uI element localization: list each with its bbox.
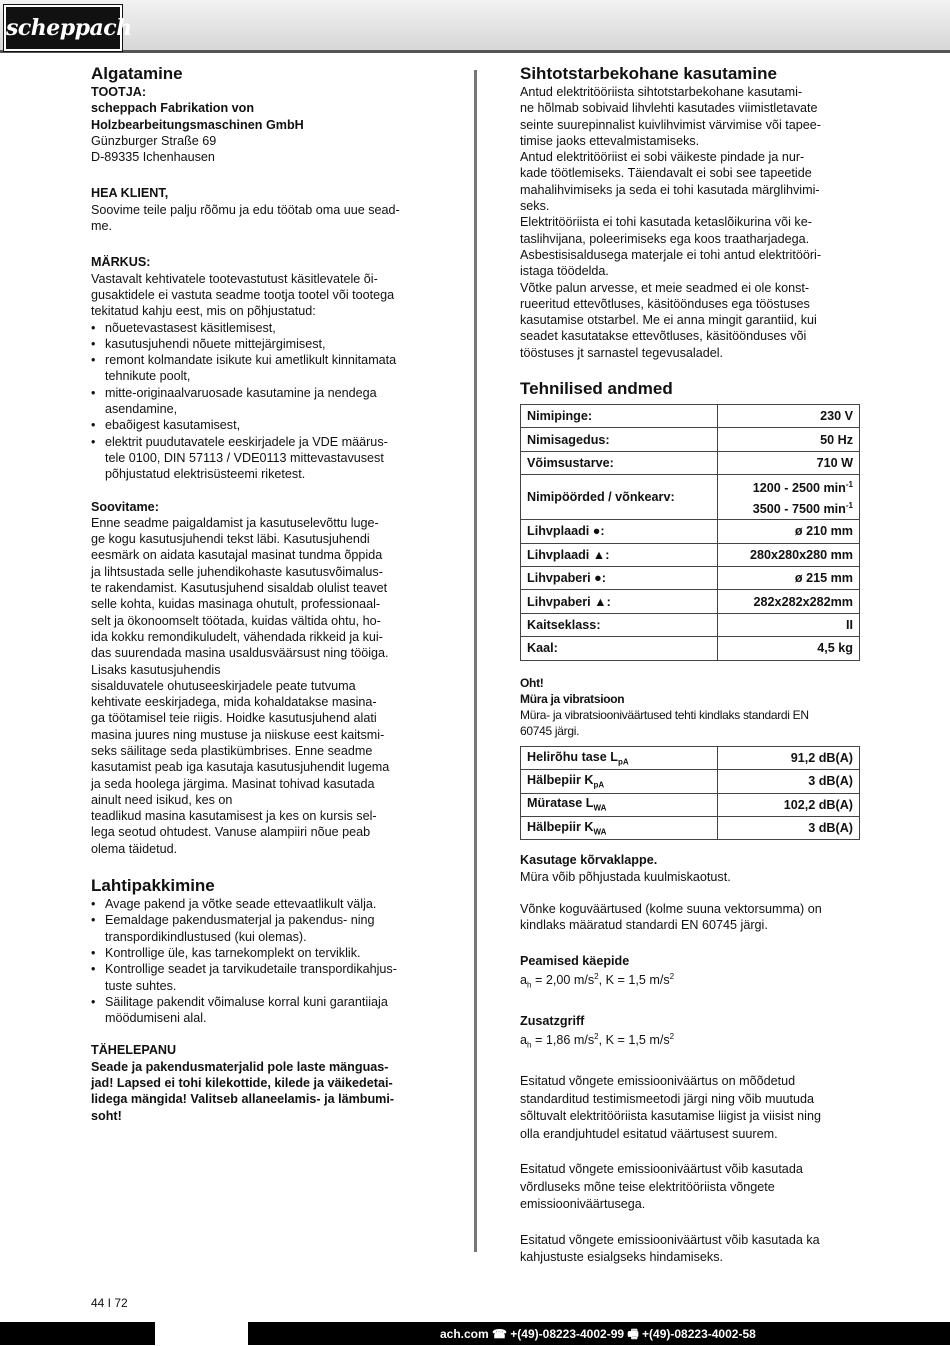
- emission-paragraph-1: [520, 1073, 860, 1143]
- contact-info: ach.com ☎ +(49)-08223-4002-99 🖷 +(49)-08223-4002-58: [440, 1327, 756, 1341]
- text-line: Lisaks kasutusjuhendis: [91, 662, 221, 677]
- speed-value-2: 3500 - 7500 min: [752, 502, 846, 517]
- spec-label: Nimipöörded / võnkearv:: [521, 475, 718, 520]
- noise-label-text: Müratase L: [527, 796, 594, 811]
- list-item: [91, 385, 436, 418]
- handle-value: [520, 969, 860, 994]
- spec-value: II: [717, 613, 859, 636]
- table-row: [521, 543, 860, 566]
- speed-value-1: 1200 - 2500 min: [752, 481, 846, 496]
- noise-title: Müra ja vibratsioon: [520, 691, 625, 706]
- noise-label-sub: pA: [593, 780, 605, 790]
- text-line: võrdluseks mõne teise elektritööriista võngete: [520, 1179, 775, 1194]
- text-line: kasutamise otstarbel. Me ei anna mingit garantiid, kui: [520, 313, 817, 328]
- spec-value: 50 Hz: [717, 428, 859, 451]
- text-line: Võtke palun arvesse, et meie seadmed ei ole konst-: [520, 280, 810, 295]
- table-row: [521, 746, 860, 769]
- list-item-line: transpordikindlustused (kui olemas).: [105, 929, 307, 944]
- text-line: emissiooniväärtusega.: [520, 1197, 646, 1212]
- text-line: seinte suurepinnalist kuivlihvimist värvimise või tapee-: [520, 117, 821, 132]
- column-divider: [474, 70, 477, 1252]
- additional-grip-value: [520, 1029, 860, 1054]
- table-row: [521, 428, 860, 451]
- noise-text: [520, 707, 860, 740]
- text-line: Seade ja pakendusmaterjalid pole laste mänguas-: [91, 1059, 389, 1074]
- ear-protection-label: Kasutage kõrvaklappe.: [520, 853, 658, 868]
- manufacturer-name-1: scheppach Fabrikation von: [91, 101, 255, 116]
- footer-gap: [155, 1322, 248, 1345]
- text-line: masina juures ning mustuse ja niiskuse eest kaitsmi-: [91, 727, 385, 742]
- emission-paragraph-3: [520, 1232, 860, 1267]
- table-row: [521, 613, 860, 636]
- handle-val-2: , K = 1,5 m/s: [598, 972, 670, 987]
- text-line: soht!: [91, 1108, 122, 1123]
- text-line: Enne seadme paigaldamist ja kasutuselevõttu luge-: [91, 515, 379, 530]
- text-line: rueeritud ettevõtluses, käsitöönduses ega tööstuses: [520, 296, 810, 311]
- spec-label: Lihvplaadi ●:: [521, 520, 718, 543]
- text-line: te rakendamist. Kasutusjuhend sisaldab olulist teavet: [91, 581, 388, 596]
- spec-label: Kaal:: [521, 637, 718, 660]
- text-line: standarditud testimismeetodi järgi ning võib muutuda: [520, 1091, 815, 1106]
- manufacturer-label: TOOTJA:: [91, 85, 147, 99]
- brand-logo: scheppach: [4, 5, 122, 51]
- text-line: tekitatud kahju eest, mis on põhjustatud:: [91, 304, 316, 319]
- grip-sup: 2: [594, 1032, 599, 1042]
- dear-customer-text: Soovime teile palju rõõmu ja edu töötab oma uue sead-: [91, 202, 400, 217]
- text-line: Võnke koguväärtused (kolme suuna vektorsumma) on: [520, 901, 822, 916]
- list-item: [91, 434, 436, 483]
- intended-use-text: [520, 84, 860, 361]
- text-line: sisalduvatele ohutuseeskirjadele peate tutvuma: [91, 678, 356, 693]
- text-line: das suurendada masina usaldusväärsust ning tööiga.: [91, 646, 389, 661]
- handle-sub: h: [527, 980, 532, 990]
- text-line: kindlaks määratud standardi EN 60745 järgi.: [520, 918, 768, 933]
- list-item-line: Säilitage pakendit võimaluse korral kuni garantiiaja: [105, 994, 388, 1009]
- note-list: [91, 320, 436, 483]
- list-item-line: tuste suhtes.: [105, 978, 177, 993]
- header-bar: [0, 0, 950, 53]
- noise-label-text: Hälbepiir K: [527, 773, 594, 788]
- speed-sup: -1: [845, 480, 853, 490]
- text-line: kasutamist peab iga kasutaja kasutusjuhendit lugema: [91, 760, 390, 775]
- text-line: 60745 järgi.: [520, 724, 580, 739]
- handle-a: a: [520, 972, 528, 987]
- page-number: 44 I 72: [91, 1296, 128, 1310]
- list-item-line: nõuetevastasest käsitlemisest,: [105, 320, 276, 335]
- spec-label: Lihvplaadi ▲:: [521, 543, 718, 566]
- noise-label: [521, 816, 718, 839]
- handle-label: Peamised käepide: [520, 953, 630, 968]
- text-line: teadlikud masina kasutamisest ja kes on kursis sel-: [91, 809, 377, 824]
- list-item-line: tele 0100, DIN 57113 / VDE0113 mittevastavusest: [105, 450, 384, 465]
- text-line: seadet kasutatakse ettevõtluses, käsitöönduses või: [520, 329, 807, 344]
- list-item-line: Kontrollige seadet ja tarvikudetaile transpordikahjus-: [105, 962, 397, 977]
- text-line: olema täidetud.: [91, 841, 178, 856]
- section-title-intended-use: Sihtotstarbekohane kasutamine: [520, 64, 777, 83]
- section-title-technical-data: Tehnilised andmed: [520, 379, 673, 399]
- spec-value: ø 210 mm: [717, 520, 859, 543]
- handle-sup: 2: [669, 971, 675, 981]
- note-label: MÄRKUS:: [91, 255, 151, 270]
- attention-label: TÄHELEPANU: [91, 1043, 177, 1058]
- spec-value: 280x280x280 mm: [717, 543, 859, 566]
- text-line: olla erandjuhtudel esitatud väärtusest suurem.: [520, 1126, 778, 1141]
- text-line: tööstuses jt sarnastel tegevusaladel.: [520, 345, 724, 360]
- noise-label: [521, 746, 718, 769]
- recommend-label: Soovitame:: [91, 499, 159, 514]
- text-line: selle kohta, kuidas masinaga ohutult, professionaal-: [91, 597, 381, 612]
- spec-value: 230 V: [717, 405, 859, 428]
- list-item: [91, 945, 436, 961]
- noise-label-text: Helirõhu tase L: [527, 749, 618, 764]
- text-line: ja seda hoolega järgima. Masinat tohivad kasutada: [91, 776, 375, 791]
- table-row: [521, 451, 860, 474]
- noise-label-sub: WA: [593, 803, 607, 813]
- left-column: [91, 64, 436, 1124]
- danger-label: Oht!: [520, 675, 544, 690]
- noise-table: [520, 746, 860, 841]
- table-row: [521, 567, 860, 590]
- list-item-line: asendamine,: [105, 402, 178, 417]
- list-item: [91, 336, 436, 352]
- noise-label-text: Hälbepiir K: [527, 819, 594, 834]
- list-item: [91, 320, 436, 336]
- grip-val-2: , K = 1,5 m/s: [598, 1033, 670, 1048]
- section-title-unpacking: Lahtipakkimine: [91, 876, 215, 896]
- text-line: lidega mängida! Valitseb allaneelamis- ja lämbumi-: [91, 1092, 395, 1107]
- text-line: seks säilitage seda plastikümbrises. Enne seadme: [91, 743, 373, 758]
- handle-sup: 2: [594, 971, 599, 981]
- text-line: Antud elektritööriista sihtotstarbekohane kasutami-: [520, 85, 803, 99]
- text-line: Elektritööriista ei tohi kasutada ketaslõikurina või ke-: [520, 215, 812, 230]
- text-line: selt ja ökonoomselt töötada, kuidas vältida ohtu, ho-: [91, 613, 381, 628]
- text-line: lega seotud ohtudest. Vanuse alampiiri nõue peab: [91, 825, 371, 840]
- text-line: jad! Lapsed ei tohi kilekottide, kilede ja väikedetai-: [91, 1076, 393, 1091]
- table-row: [521, 637, 860, 660]
- list-item-line: elektrit puudutavatele eeskirjadele ja VDE määrus-: [105, 434, 388, 449]
- additional-grip-label: Zusatzgriff: [520, 1013, 585, 1028]
- spec-label: Võimsustarve:: [521, 451, 718, 474]
- noise-label: [521, 770, 718, 793]
- technical-data-table: [520, 404, 860, 661]
- handle-val-1: = 2,00 m/s: [531, 972, 595, 987]
- spec-label: Lihvpaberi ▲:: [521, 590, 718, 613]
- list-item: [91, 994, 436, 1027]
- address-line: D-89335 Ichenhausen: [91, 150, 215, 165]
- emission-paragraph-2: [520, 1161, 860, 1214]
- text-line: ga töötamisel teie riigis. Hoidke kasutusjuhend alati: [91, 711, 377, 726]
- text-line: Vastavalt kehtivatele tootevastutust käsitlevatele õi-: [91, 271, 378, 286]
- text-line: ja lihtsustada selle juhendikohaste kasutusvõimalus-: [91, 564, 383, 579]
- vibration-text: [520, 901, 860, 934]
- list-item: [91, 352, 436, 385]
- table-row: [521, 793, 860, 816]
- note-text: [91, 271, 436, 320]
- dear-customer-text: me.: [91, 219, 112, 234]
- text-line: istaga töödelda.: [520, 264, 609, 279]
- text-line: mahalihvimiseks ja seda ei tohi kasutada märglihvimi-: [520, 182, 820, 197]
- table-row: [521, 475, 860, 520]
- text-line: ne hõlmab sobivaid lihvlehti kasutades viimistletavate: [520, 101, 818, 116]
- list-item-line: kasutusjuhendi nõuete mittejärgimisest,: [105, 336, 326, 351]
- list-item-line: Kontrollige üle, kas tarnekomplekt on terviklik.: [105, 945, 361, 960]
- text-line: gusaktidele ei vastuta seadme tootja tootel või tootega: [91, 287, 395, 302]
- spec-value: 710 W: [717, 451, 859, 474]
- grip-sub: h: [527, 1040, 532, 1050]
- noise-value: 91,2 dB(A): [718, 746, 860, 769]
- address-line: Günzburger Straße 69: [91, 133, 217, 148]
- spec-value: ø 215 mm: [717, 567, 859, 590]
- text-line: ida kokku remondikuludelt, vähendada rikkeid ja kui-: [91, 629, 383, 644]
- text-line: ge kogu kasutusjuhendi tekst läbi. Kasutusjuhendi: [91, 532, 370, 547]
- text-line: Asbestisisaldusega materjale ei tohi antud elektritööri-: [520, 247, 822, 262]
- text-line: kade töötlemiseks. Täiendavalt ei sobi see tapeetide: [520, 166, 812, 181]
- ear-protection-text: Müra võib põhjustada kuulmiskaotust.: [520, 869, 731, 884]
- noise-label: [521, 793, 718, 816]
- spec-label: Nimisagedus:: [521, 428, 718, 451]
- table-row: [521, 816, 860, 839]
- spec-value: 4,5 kg: [717, 637, 859, 660]
- dear-customer-label: HEA KLIENT,: [91, 186, 169, 201]
- section-title-start: Algatamine: [91, 64, 183, 83]
- list-item-line: remont kolmandate isikute kui ametlikult kinnitamata: [105, 353, 397, 368]
- text-line: Müra- ja vibratsiooniväärtused tehti kindlaks standardi EN: [520, 708, 809, 723]
- noise-label-sub: pA: [617, 757, 629, 767]
- text-line: Antud elektritööriist ei sobi väikeste pindade ja nur-: [520, 150, 805, 165]
- text-line: timise jaoks ettevalmistamiseks.: [520, 133, 700, 148]
- list-item: [91, 961, 436, 994]
- list-item-line: tehnikute poolt,: [105, 369, 191, 384]
- list-item-line: möödumiseni alal.: [105, 1011, 207, 1026]
- list-item-line: põhjustatud elektrisüsteemi riketest.: [105, 467, 306, 482]
- text-line: Esitatud võngete emissiooniväärtust võib kasutada ka: [520, 1232, 820, 1247]
- noise-value: 3 dB(A): [718, 816, 860, 839]
- text-line: taslihvijana, poleerimiseks ega koos traatharjadega.: [520, 231, 810, 246]
- text-line: sõltuvalt elektritööriista kasutamise liigist ja viisist ning: [520, 1109, 821, 1124]
- list-item: [91, 912, 436, 945]
- spec-label: Kaitseklass:: [521, 613, 718, 636]
- text-line: Esitatud võngete emissiooniväärtust võib kasutada: [520, 1162, 803, 1177]
- table-row: [521, 405, 860, 428]
- list-item-line: Eemaldage pakendusmaterjal ja pakendus- ning: [105, 913, 375, 928]
- attention-text: [91, 1059, 436, 1124]
- text-line: seks.: [520, 199, 550, 214]
- spec-value: 282x282x282mm: [717, 590, 859, 613]
- list-item-line: ebaõigest kasutamisest,: [105, 418, 241, 433]
- grip-a: a: [520, 1033, 528, 1048]
- text-line: eesmärk on aidata kasutajal masinat tundma õppida: [91, 548, 383, 563]
- table-row: [521, 520, 860, 543]
- unpack-list: [91, 896, 436, 1026]
- table-row: [521, 590, 860, 613]
- text-line: ainult need isikud, kes on: [91, 792, 233, 807]
- recommend-text: [91, 515, 436, 857]
- text-line: kahjustuste esialgseks hindamiseks.: [520, 1250, 724, 1265]
- right-column: [520, 64, 860, 1267]
- list-item-line: Avage pakend ja võtke seade ettevaatlikult välja.: [105, 897, 377, 912]
- speed-sup: -1: [845, 501, 853, 511]
- spec-label: Nimipinge:: [521, 405, 718, 428]
- table-row: [521, 770, 860, 793]
- text-line: kehtivate eeskirjadega, mida kohaldatakse masina-: [91, 695, 377, 710]
- grip-sup: 2: [669, 1032, 675, 1042]
- text-line: Esitatud võngete emissiooniväärtus on mõõdetud: [520, 1074, 796, 1089]
- noise-label-sub: WA: [593, 827, 607, 837]
- list-item: [91, 417, 436, 433]
- noise-value: 3 dB(A): [718, 770, 860, 793]
- list-item: [91, 896, 436, 912]
- noise-value: 102,2 dB(A): [718, 793, 860, 816]
- spec-value: [717, 475, 859, 520]
- spec-label: Lihvpaberi ●:: [521, 567, 718, 590]
- list-item-line: mitte-originaalvaruosade kasutamine ja nendega: [105, 385, 377, 400]
- grip-val-1: = 1,86 m/s: [531, 1033, 595, 1048]
- manufacturer-name-2: Holzbearbeitungsmaschinen GmbH: [91, 117, 304, 132]
